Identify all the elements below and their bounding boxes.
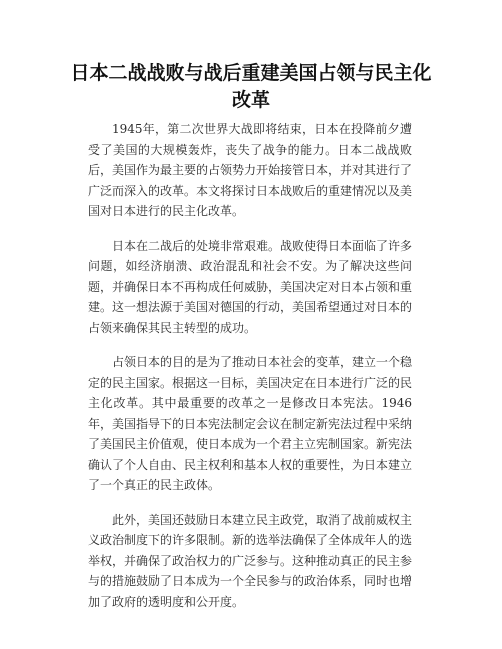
paragraph-4: 此外，美国还鼓励日本建立民主政党，取消了战前威权主义政治制度下的许多限制。新的选举法确保了全体成年人的选举权，并确保了政治权力的广泛参与。这种推动真正的民主参与的措施鼓励了日本成为一个全民参与的政治体系，同时也增加了政府的透明度和公开度。 [88, 512, 413, 609]
paragraph-1: 1945年，第二次世界大战即将结束，日本在投降前夕遭受了美国的大规模轰炸，丧失了战争的能力。日本二战战败后，美国作为最主要的占领势力开始接管日本，并对其进行了广泛而深入的改革。本文将探讨日本战败后的重建情况以及美国对日本进行的民主化改革。 [88, 122, 413, 218]
document-title: 日本二战战败与战后重建美国占领与民主化改革 [70, 62, 432, 111]
paragraph-2: 日本在二战后的处境非常艰难。战败使得日本面临了许多问题，如经济崩溃、政治混乱和社会不安。为了解决这些问题，并确保日本不再构成任何威胁，美国决定对日本占领和重建。这一想法源于美国对德国的行动，美国希望通过对日本的占领来确保其民主转型的成功。 [88, 238, 413, 335]
document-body [88, 119, 412, 626]
paragraph-3: 占领日本的目的是为了推动日本社会的变革，建立一个稳定的民主国家。根据这一目标，美国决定在日本进行广泛的民主化改革。其中最重要的改革之一是修改日本宪法。1946年，美国指导下的日本宪法制定会议在制定新宪法过程中采纳了美国民主价值观，使日本成为一个君主立宪制国家。新宪法确认了个人自由、民主权利和基本人权的重要性，为日本建立了一个真正的民主政体。 [88, 355, 413, 492]
